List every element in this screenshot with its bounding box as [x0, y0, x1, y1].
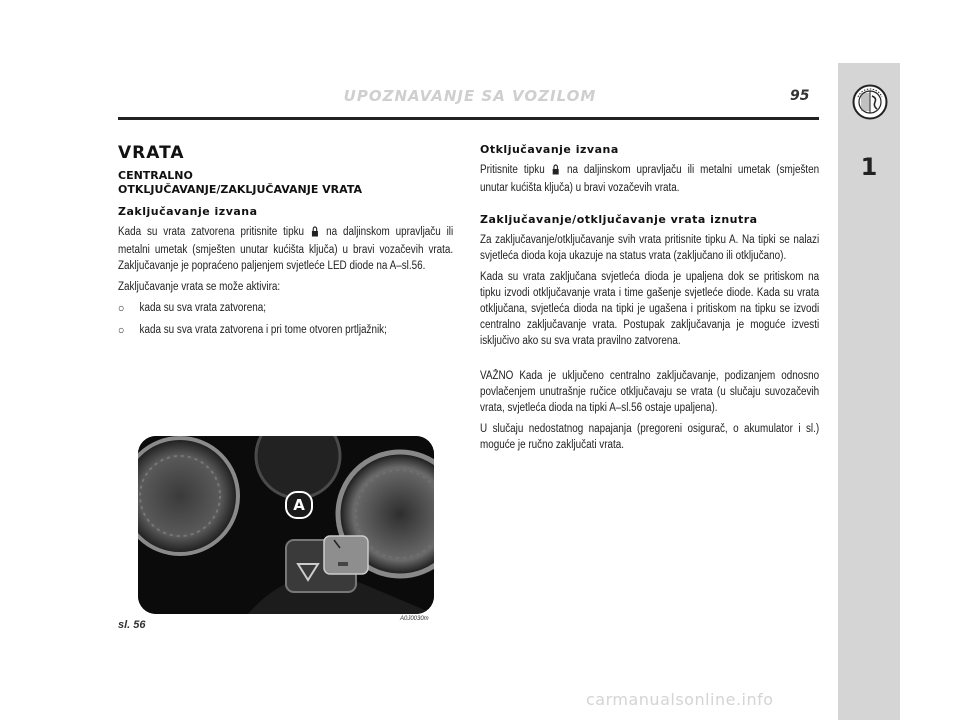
- bullet-icon: ○: [118, 301, 125, 315]
- right-column: [480, 143, 820, 458]
- watermark: carmanualsonline.info: [586, 690, 774, 709]
- section-heading-doors: VRATA: [118, 143, 185, 163]
- list-item-text: kada su sva vrata zatvorena;: [139, 302, 266, 314]
- section-title-line2: OTKLJUČAVANJE/ZAKLJUČAVANJE VRATA: [118, 183, 362, 196]
- list-item-text: kada su sva vrata zatvorena i pri tome otvoren prtljažnik;: [139, 324, 387, 336]
- chapter-number: 1: [860, 153, 878, 181]
- paragraph-text-part2: na daljinskom upravljaču ili metalni umetak (smješten unutar kućišta ključa) u bravi vozačevih vrata. Zaključavanje je popraćeno paljenjem svjetleće LED diode na A–sl.56.: [118, 226, 454, 272]
- header-rule: [118, 117, 819, 120]
- figure-caption: sl. 56: [118, 619, 146, 631]
- figure-photo: [138, 436, 434, 614]
- figure-code: A0J0030m: [400, 616, 429, 622]
- subheading-unlock-outside: Otključavanje izvana: [480, 143, 619, 156]
- brand-logo-icon: [852, 84, 888, 125]
- bullet-icon: ○: [118, 323, 125, 337]
- paragraph-text-part1: Kada su vrata zatvorena pritisnite tipku: [118, 226, 305, 238]
- left-column: [118, 143, 454, 344]
- header-title: UPOZNAVANJE SA VOZILOM: [343, 87, 597, 105]
- paragraph-text-part1: Pritisnite tipku: [480, 164, 545, 176]
- paragraph-led-status: Kada su vrata zaključana svjetleća dioda je upaljena dok se pritiskom na tipku izvodi otključavanje vrata i time gašenje svjetleće diode. Kada su vrata otključana, svjetleća dioda na tipki je ugašena i pritiskom na tipku se izvodi centralno zaključavanje vrata. Postupak zaključavanja je moguće izvesti isključivo ako su sva vrata pravilno zatvorena.: [480, 271, 820, 347]
- lock-icon: [312, 226, 319, 242]
- paragraph-button-a: Za zaključavanje/otključavanje svih vrata pritisnite tipku A. Na tipki se nalazi svjetleća dioda koja ukazuje na status vrata (zaključano ili otključano).: [480, 234, 820, 262]
- subheading-inside: Zaključavanje/otključavanje vrata iznutra: [480, 213, 758, 226]
- paragraph-power-failure: U slučaju nedostatnog napajanja (pregoreni osigurač, o akumulator i sl.) moguće je ručno zaključati vrata.: [480, 423, 820, 451]
- list-item: [118, 300, 475, 316]
- paragraph-text-part2: na daljinskom upravljaču ili metalni umetak (smješten unutar kućišta ključa) u bravi vozačevih vrata.: [480, 164, 820, 194]
- list-item: [118, 322, 475, 338]
- paragraph-unlock-outside: [480, 162, 819, 196]
- section-title-line1: CENTRALNO: [118, 169, 193, 182]
- paragraph-activation: Zaključavanje vrata se može aktivira:: [118, 281, 281, 293]
- callout-label-a: A: [285, 491, 313, 519]
- page-number: 95: [790, 88, 810, 104]
- bullet-list: [118, 300, 454, 338]
- paragraph-lock-outside: [118, 224, 453, 274]
- unlock-icon: [552, 164, 559, 180]
- paragraph-important: VAŽNO Kada je uključeno centralno zaključavanje, podizanjem odnosno povlačenjem unutrašnje ručice otključavaju se vrata (u slučaju suvozačevih vrata, svjetleća dioda na tipki A–sl.56 ostaje upaljena).: [480, 370, 820, 414]
- section-title: [118, 169, 454, 197]
- subheading-lock-outside: Zaključavanje izvana: [118, 205, 258, 218]
